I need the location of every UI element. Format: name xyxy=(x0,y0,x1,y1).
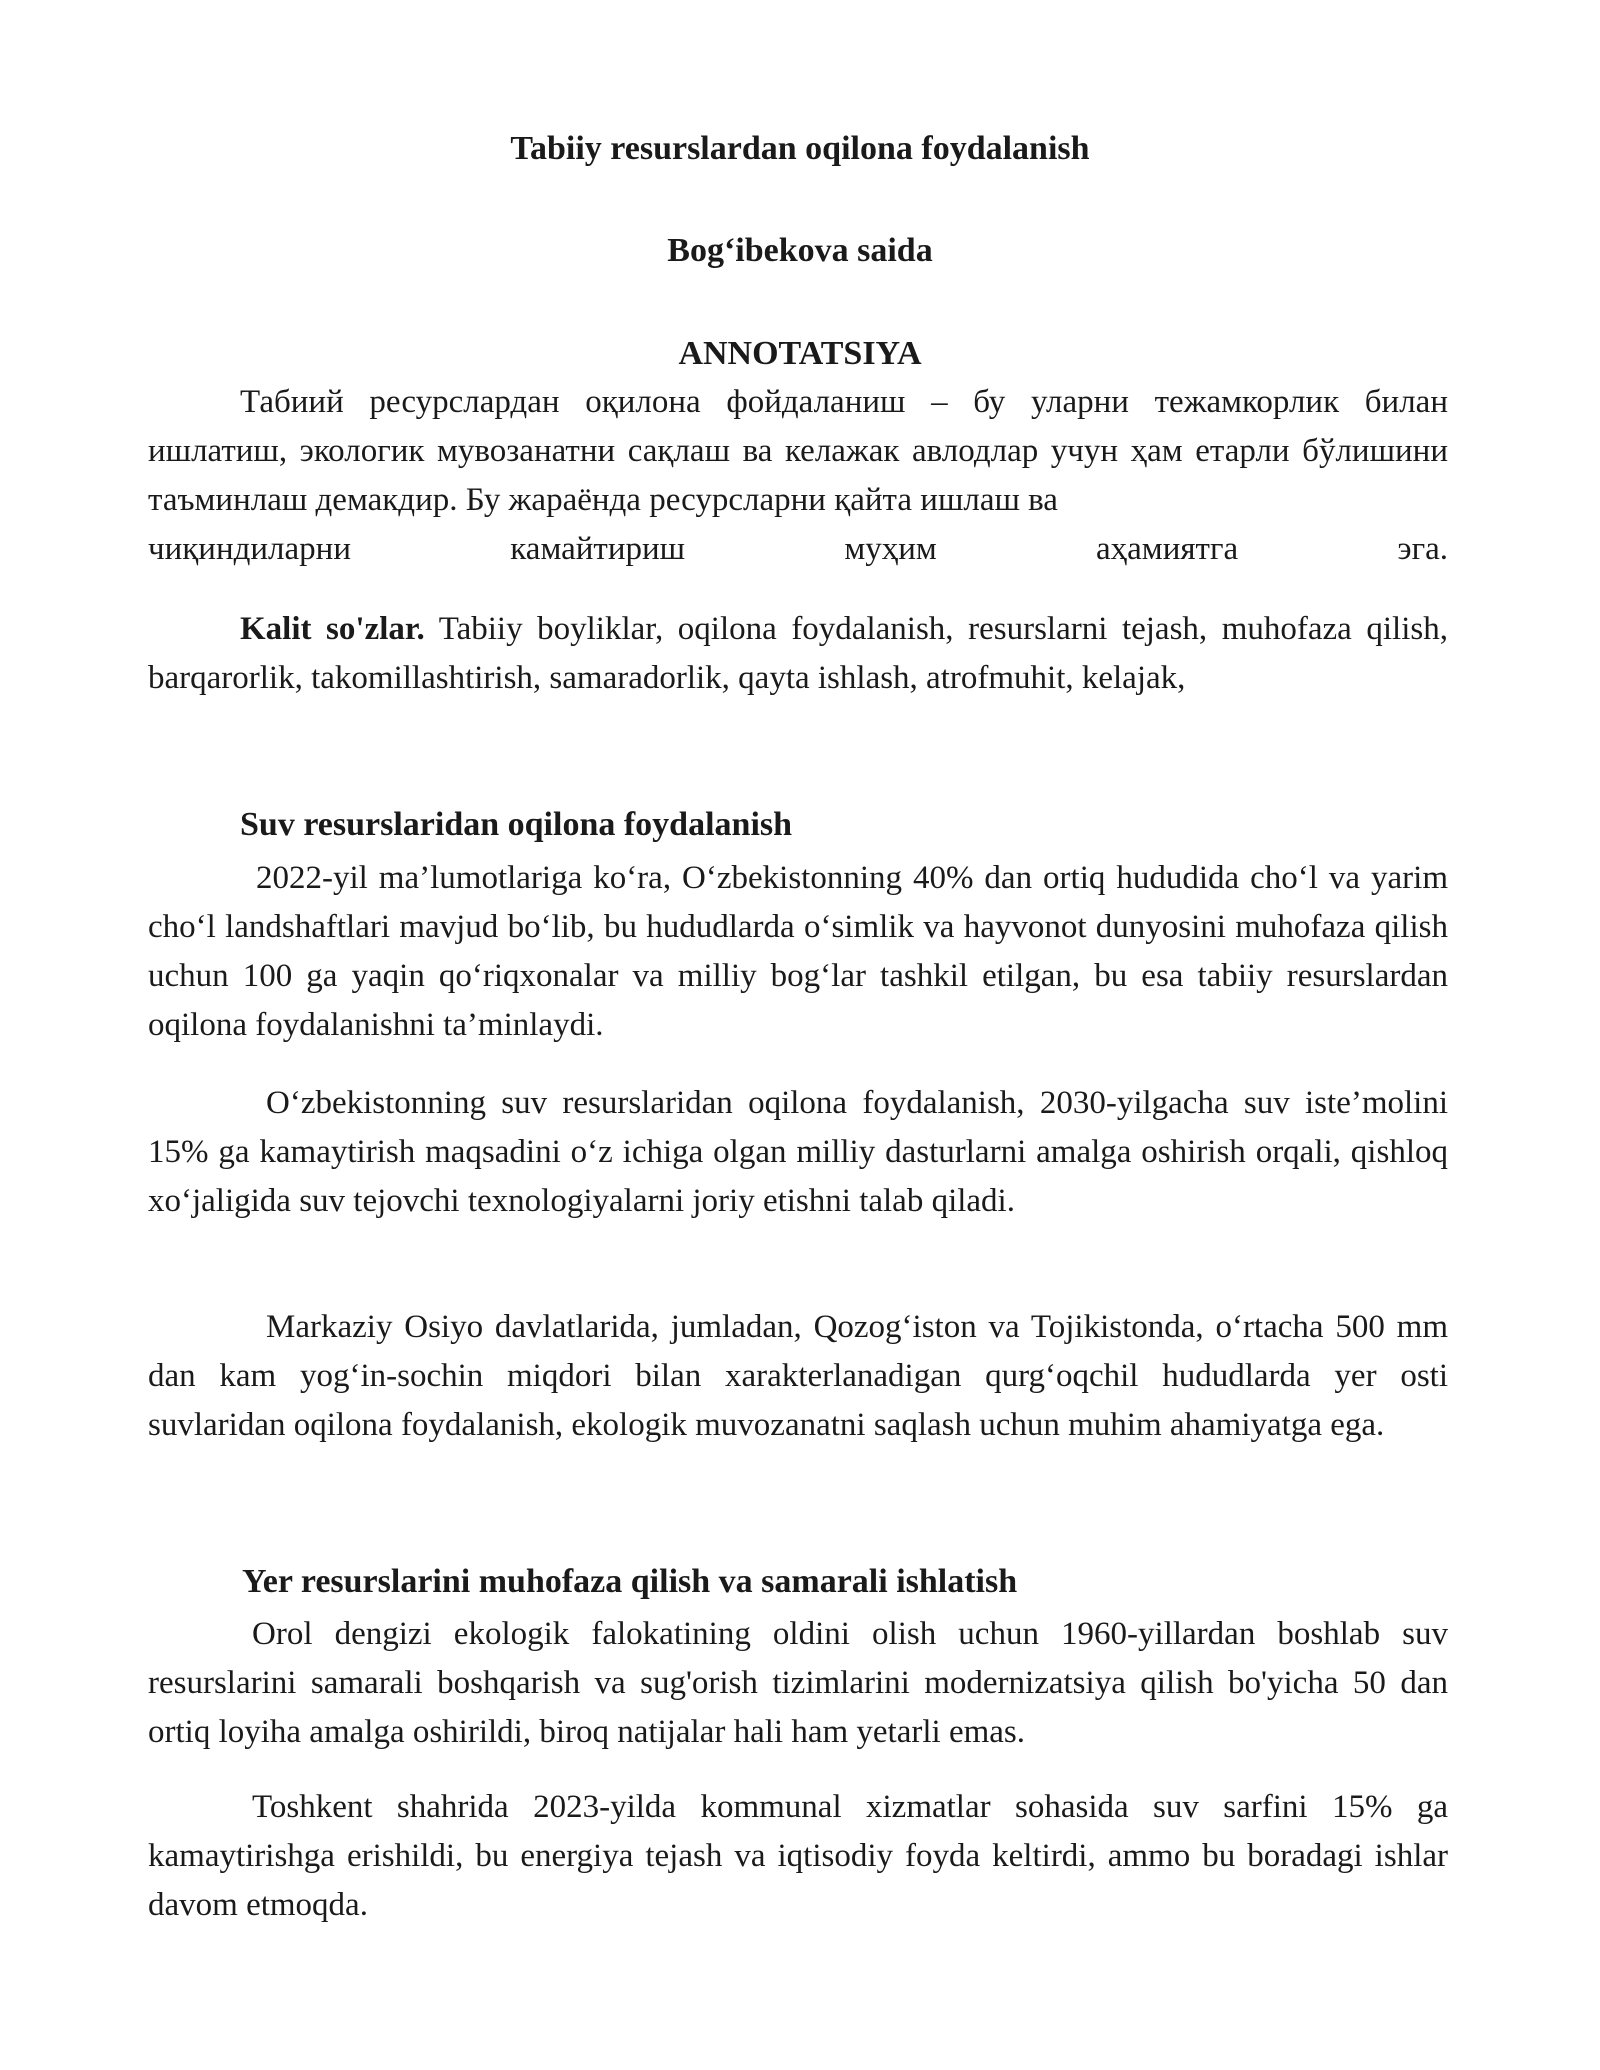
section-heading-land: Yer resurslarini muhofaza qilish va samarali ishlatish xyxy=(242,1563,1018,1600)
annotation-text-last-line: чиқиндиларни камайтириш муҳим аҳамиятга эга. xyxy=(148,531,1448,567)
land-paragraph-1: Orol dengizi ekologik falokatining oldini olish uchun 1960-yillardan boshlab suv resurslarini samarali boshqarish va sug'orish tizimlarini modernizatsiya qilish bo'yicha 50 dan ortiq loyiha amalga oshirildi, biroq natijalar hali ham yetarli emas. xyxy=(148,1616,1448,1750)
water-paragraph-1: 2022-yil ma’lumotlariga ko‘ra, O‘zbekistonning 40% dan ortiq hududida cho‘l va yarim cho‘l landshaftlari mavjud bo‘lib, bu hududlarda o‘simlik va hayvonot dunyosini muhofaza qilish uchun 100 ga yaqin qo‘riqxonalar va milliy bog‘lar tashkil etilgan, bu esa tabiiy resurslardan oqilona foydalanishni ta’minlaydi. xyxy=(148,860,1448,1043)
annotation-heading: ANNOTATSIYA xyxy=(678,335,922,372)
keywords-label: Kalit so'zlar. xyxy=(240,611,425,647)
author-name: Bog‘ibekova saida xyxy=(667,232,933,269)
keywords-text: Tabiiy boyliklar, oqilona foydalanish, resurslarni tejash, muhofaza qilish, barqarorlik, takomillashtirish, samaradorlik, qayta ishlash, atrofmuhit, kelajak, xyxy=(148,611,1448,696)
section-heading-water: Suv resurslaridan oqilona foydalanish xyxy=(240,806,793,843)
land-paragraph-2: Toshkent shahrida 2023-yilda kommunal xizmatlar sohasida suv sarfini 15% ga kamaytirishga erishildi, bu energiya tejash va iqtisodiy foyda keltirdi, ammo bu boradagi ishlar davom etmoqda. xyxy=(148,1789,1448,1923)
water-paragraph-2: O‘zbekistonning suv resurslaridan oqilona foydalanish, 2030-yilgacha suv iste’molini 15% ga kamaytirish maqsadini o‘z ichiga olgan milliy dasturlarni amalga oshirish orqali, qishloq xo‘jaligida suv tejovchi texnologiyalarni joriy etishni talab qiladi. xyxy=(148,1085,1448,1219)
water-paragraph-3: Markaziy Osiyo davlatlarida, jumladan, Qozog‘iston va Tojikistonda, o‘rtacha 500 mm dan kam yog‘in-sochin miqdori bilan xarakterlanadigan qurg‘oqchil hududlarda yer osti suvlaridan oqilona foydalanish, ekologik muvozanatni saqlash uchun muhim ahamiyatga ega. xyxy=(148,1309,1448,1443)
document-title: Tabiiy resurslardan oqilona foydalanish xyxy=(510,130,1090,167)
keywords-paragraph xyxy=(148,605,1448,703)
annotation-text: Табиий ресурслардан оқилона фойдаланиш – бу уларни тежамкорлик билан ишлатиш, экологик мувозанатни сақлаш ва келажак авлодлар учун ҳам етарли бўлишини таъминлаш демакдир. Бу жараёнда ресурсларни қайта ишлаш ва xyxy=(148,384,1448,518)
